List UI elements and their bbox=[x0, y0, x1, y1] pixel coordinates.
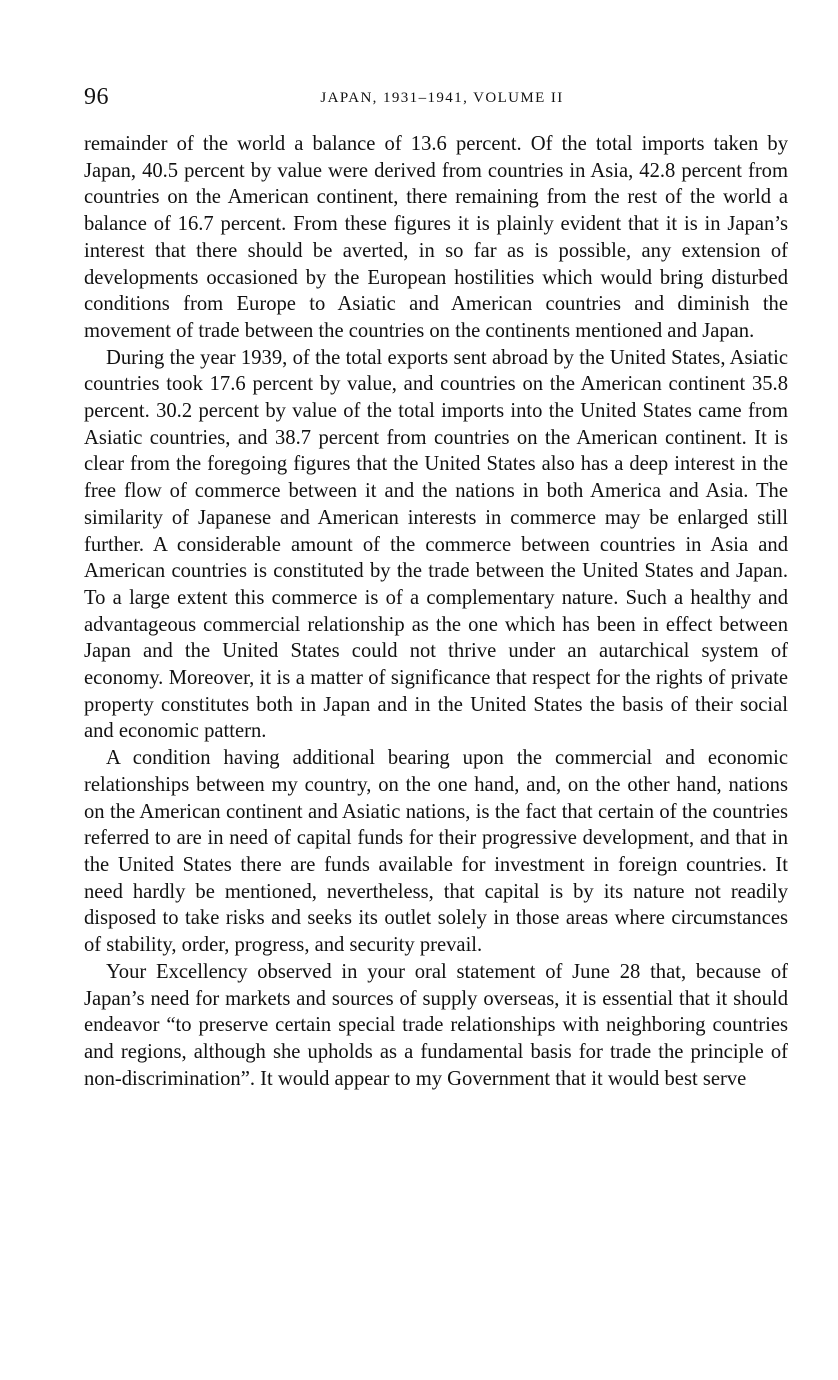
paragraph-continued: remainder of the world a balance of 13.6 percent. Of the total imports taken by Japan, 40.5 percent by value were derived from countries in Asia, 42.8 percent from countries on the American continent, there remaining from the rest of the world a balance of 16.7 percent. From these figures it is plainly evident that it is in Japan’s interest that there should be averted, in so far as is possible, any extension of developments occasioned by the European hostilities which would bring disturbed conditions from Europe to Asiatic and American countries and diminish the movement of trade between the countries on the continents mentioned and Japan. bbox=[84, 133, 788, 342]
document-page bbox=[84, 80, 788, 1092]
page-number: 96 bbox=[84, 84, 109, 110]
body-text bbox=[84, 131, 788, 1092]
paragraph-capital-funds: A condition having additional bearing upon the commercial and economic relationships between my country, on the one hand, and, on the other hand, nations on the American continent and Asiatic nations, is the fact that certain of the countries referred to are in need of capital funds for their progressive development, and that in the United States there are funds available for investment in foreign countries. It need hardly be mentioned, nevertheless, that capital is by its nature not readily disposed to take risks and seeks its outlet solely in those areas where circumstances of stability, order, progress, and security prevail. bbox=[84, 747, 788, 957]
paragraph-trade-1939: During the year 1939, of the total exports sent abroad by the United States, Asiatic countries took 17.6 percent by value, and countries on the American continent 35.8 percent. 30.2 percent by value of the total imports into the United States came from Asiatic countries, and 38.7 percent from countries on the American continent. It is clear from the foregoing figures that the United States also has a deep interest in the free flow of commerce between it and the nations in both America and Asia. The similarity of Japanese and American interests in commerce may be enlarged still further. A considerable amount of the commerce between countries in Asia and American countries is constituted by the trade between the United States and Japan. To a large extent this commerce is of a complementary nature. Such a healthy and advantageous commercial relationship as the one which has been in effect between Japan and the United States could not thrive under an autarchical system of economy. Moreover, it is a matter of significance that respect for the rights of private property constitutes both in Japan and in the United States the basis of their social and economic pattern. bbox=[84, 346, 788, 743]
running-title: JAPAN, 1931–1941, VOLUME II bbox=[320, 90, 564, 106]
paragraph-oral-statement: Your Excellency observed in your oral statement of June 28 that, because of Japan’s need for markets and sources of supply overseas, it is essential that it should endeavor “to preserve certain special trade relationships with neighboring countries and regions, although she upholds as a fundamental basis for trade the principle of non-discrimination”. It would appear to my Government that it would best serve bbox=[84, 960, 788, 1090]
running-header bbox=[84, 80, 788, 120]
